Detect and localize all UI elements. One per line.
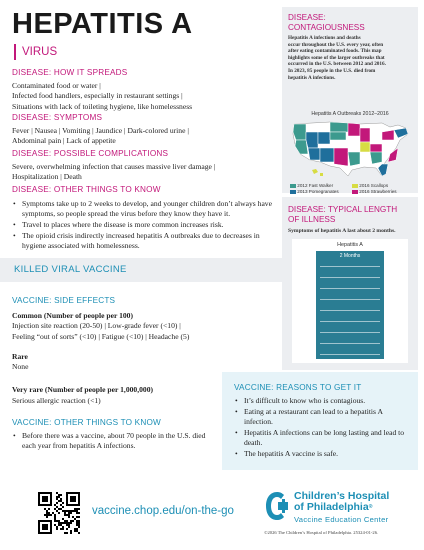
disease-other-bullet: • Travel to places where the disease is more common increases risk. — [12, 220, 278, 230]
map-state-strawberries — [382, 130, 394, 140]
legend-label: 2013 Pomegranates — [297, 189, 339, 194]
illness-duration-bar — [316, 251, 384, 359]
legend-swatch — [352, 184, 358, 188]
contagiousness-text-line: In 2023, 85 people in the U.S. died from — [288, 67, 376, 74]
complications-line: Hospitalization | Death — [12, 172, 82, 182]
spreads-heading: DISEASE: HOW IT SPREADS — [12, 68, 128, 77]
legend-item — [352, 189, 414, 194]
legend-label: 2012 Fast Walker — [297, 183, 334, 188]
footer-url-link[interactable]: vaccine.chop.edu/on-the-go — [92, 505, 234, 517]
week-divider — [320, 332, 380, 333]
legend-label: 2016 Strawberries — [359, 189, 397, 194]
common-line: Feeling “out of sorts” (<10) | Fatigue (<10) | Headache (5) — [12, 331, 190, 341]
symptoms-heading: DISEASE: SYMPTOMS — [12, 113, 103, 122]
rare-text: None — [12, 362, 29, 372]
rare-title: Rare — [12, 351, 28, 361]
week-divider — [320, 266, 380, 267]
symptoms-line: Abdominal pain | Lack of appetite — [12, 136, 116, 146]
disease-other-heading: DISEASE: OTHER THINGS TO KNOW — [12, 185, 161, 194]
common-line: Injection site reaction (20-50) | Low-grade fever (<10) | — [12, 321, 181, 331]
disease-other-bullet: • Symptoms take up to 2 weeks to develop, and younger children don’t always have symptoms, so people spread the virus before they know they have it. — [12, 199, 278, 220]
week-divider — [320, 343, 380, 344]
map-state-pomegranates — [320, 148, 334, 162]
contagiousness-heading-line: CONTAGIOUSNESS — [288, 22, 365, 32]
illness-duration-stripes — [316, 261, 384, 359]
vaccine-type-band — [0, 258, 282, 282]
legend-label: 2016 Scallops — [359, 183, 389, 188]
map-title: Hepatitis A Outbreaks 2012–2016 — [311, 111, 389, 117]
very-rare-title: Very rare (Number of people per 1,000,000) — [12, 385, 154, 395]
complications-section — [12, 149, 280, 183]
week-divider — [320, 288, 380, 289]
org-registered-mark: ® — [368, 504, 373, 510]
map-state-scallops — [312, 169, 323, 176]
illness-length-chart — [292, 239, 408, 363]
complications-line: Severe, overwhelming infection that causes massive liver damage | — [12, 162, 216, 171]
map-state-fast-walker — [293, 124, 306, 140]
spreads-section — [12, 68, 280, 112]
chop-logo-icon — [264, 491, 290, 521]
week-divider — [320, 299, 380, 300]
contagiousness-text-line: occur throughout the U.S. every year, often — [288, 41, 384, 48]
map-state-pomegranates — [308, 148, 320, 160]
disease-other-section — [12, 185, 278, 252]
symptoms-section — [12, 113, 280, 147]
week-divider — [320, 310, 380, 311]
side-effects-heading: VACCINE: SIDE EFFECTS — [12, 296, 116, 305]
page-title: HEPATITIS A — [12, 8, 193, 40]
contagiousness-text-line: after eating contaminated foods. This map — [288, 48, 382, 55]
disease-other-bullet: • The opioid crisis indirectly increased hepatitis A outbreaks due to decreases in hygiene associated with homelessness. — [12, 231, 278, 252]
org-name-line1: Children’s Hospital — [294, 490, 390, 502]
subtitle-accent-bar — [14, 44, 16, 60]
very-rare-text: Serious allergic reaction (<1) — [12, 395, 101, 405]
us-outbreak-map — [290, 118, 412, 180]
map-state-fast-walker — [330, 122, 348, 132]
legend-item — [290, 183, 350, 188]
common-title: Common (Number of people per 100) — [12, 311, 133, 320]
symptoms-line: Fever | Nausea | Vomiting | Jaundice | Dark-colored urine | — [12, 126, 189, 135]
legend-swatch — [290, 190, 296, 194]
vaccine-type-label: KILLED VIRAL VACCINE — [14, 264, 127, 275]
map-state-scallops — [360, 142, 370, 152]
map-state-fast-walker — [295, 140, 308, 154]
org-name-line2-text: of Philadelphia — [294, 501, 369, 513]
contagiousness-heading — [288, 13, 365, 32]
complications-heading: DISEASE: POSSIBLE COMPLICATIONS — [12, 149, 169, 158]
map-state-fast-walker — [348, 152, 360, 166]
contagiousness-text-line: occurred in the U.S. between 2012 and 2016. — [288, 61, 386, 68]
reasons-bullet: • Eating at a restaurant can lead to a hepatitis A infection. — [234, 407, 412, 428]
spreads-line: Contaminated food or water | — [12, 81, 101, 90]
illness-length-panel — [282, 197, 418, 370]
map-state-fast-walker — [330, 132, 346, 140]
illness-length-text: Symptoms of hepatitis A last about 2 months. — [288, 228, 396, 234]
vaccine-other-bullet: • Before there was a vaccine, about 70 people in the U.S. died each year from hepatitis A infections. — [12, 431, 212, 452]
copyright-text: ©2026 The Children’s Hospital of Philadelphia. 25324-01-26. — [264, 530, 379, 535]
map-state-strawberries — [360, 128, 370, 142]
org-sub-name: Vaccine Education Center — [294, 515, 389, 524]
map-state-strawberries — [334, 148, 348, 166]
week-divider — [320, 354, 380, 355]
vaccine-other-section — [12, 418, 212, 452]
qr-code-icon[interactable] — [38, 492, 80, 534]
legend-swatch — [290, 184, 296, 188]
reasons-heading: VACCINE: REASONS TO GET IT — [234, 383, 362, 392]
week-divider — [320, 321, 380, 322]
illness-chart-title: Hepatitis A — [337, 242, 363, 248]
org-name-line2 — [294, 502, 372, 513]
illness-duration-label: 2 Months — [339, 253, 361, 259]
contagiousness-text-line: hepatitis A infections. — [288, 74, 336, 81]
contagiousness-text-line: Hepatitis A infections and deaths — [288, 35, 361, 41]
map-state-pomegranates — [318, 132, 330, 144]
vaccine-other-heading: VACCINE: OTHER THINGS TO KNOW — [12, 418, 161, 427]
reasons-bullet: • Hepatitis A infections can be long lasting and lead to death. — [234, 428, 412, 449]
spreads-line: Infected food handlers, especially in restaurant settings | — [12, 91, 183, 101]
spreads-line: Situations with lack of toileting hygiene, like homelessness — [12, 101, 193, 111]
map-state-strawberries — [370, 144, 382, 152]
illness-length-heading — [288, 205, 397, 225]
illness-length-heading-line: DISEASE: TYPICAL LENGTH — [288, 205, 398, 214]
map-state-strawberries — [348, 123, 360, 136]
page-subtitle: VIRUS — [22, 46, 58, 58]
map-state-pomegranates — [306, 132, 318, 148]
contagiousness-text — [288, 35, 416, 81]
reasons-bullet: • It’s difficult to know who is contagious. — [234, 396, 412, 406]
week-divider — [320, 277, 380, 278]
legend-swatch — [352, 190, 358, 194]
contagiousness-text-line: highlights some of the larger outbreaks that — [288, 54, 385, 61]
contagiousness-panel — [282, 7, 418, 193]
legend-item — [352, 183, 414, 188]
reasons-bullet: • The hepatitis A vaccine is safe. — [234, 449, 412, 459]
contagiousness-heading-line: DISEASE: — [288, 13, 326, 22]
map-state-fast-walker — [370, 152, 382, 164]
illness-length-heading-line: OF ILLNESS — [288, 215, 336, 224]
reasons-box — [222, 372, 418, 470]
legend-item — [290, 189, 350, 194]
